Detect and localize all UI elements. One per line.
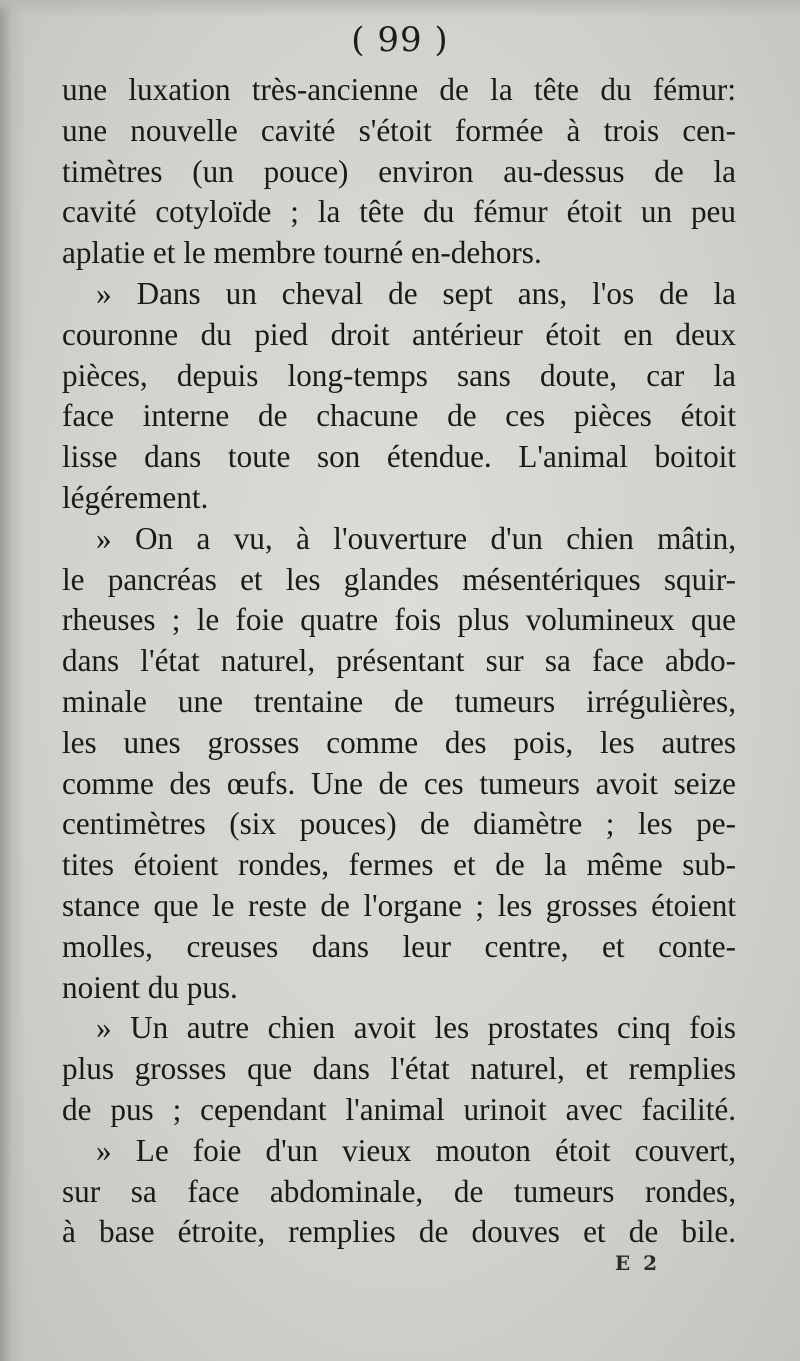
text-line: minale une trentaine de tumeurs irrégulières,	[62, 683, 736, 719]
text-line: à base étroite, remplies de douves et de bile.	[62, 1214, 736, 1250]
text-line: une luxation très-ancienne de la tête du fémur:	[62, 72, 736, 107]
text-line: lisse dans toute son étendue. L'animal boitoit	[62, 439, 736, 475]
text-line: timètres (un pouce) environ au-dessus de la	[62, 153, 736, 189]
text-line: centimètres (six pouces) de diamètre ; les pe-	[62, 806, 736, 842]
text-line: les unes grosses comme des pois, les autres	[62, 724, 736, 760]
text-line: pièces, depuis long-temps sans doute, car la	[62, 357, 736, 393]
text-line: dans l'état naturel, présentant sur sa face abdo-	[62, 643, 736, 679]
text-line: noient du pus.	[62, 969, 238, 1005]
text-line: sur sa face abdominale, de tumeurs rondes,	[62, 1173, 736, 1209]
page-top-edge	[0, 0, 800, 18]
page-number: ( 99 )	[351, 20, 449, 60]
body-text	[62, 70, 736, 1253]
spine-shadow	[0, 0, 26, 1361]
text-line: rheuses ; le foie quatre fois plus volumineux que	[62, 602, 736, 638]
text-line: tites étoient rondes, fermes et de la même sub-	[62, 847, 736, 883]
text-line: comme des œufs. Une de ces tumeurs avoit seize	[62, 765, 736, 801]
text-line: cavité cotyloïde ; la tête du fémur étoit un peu	[62, 194, 736, 230]
text-line: le pancréas et les glandes mésentériques squir-	[62, 561, 736, 597]
text-line: molles, creuses dans leur centre, et conte-	[62, 928, 736, 964]
text-line: face interne de chacune de ces pièces étoit	[62, 398, 736, 434]
paragraph-start-line: » On a vu, à l'ouverture d'un chien mâtin,	[96, 520, 736, 556]
text-line: une nouvelle cavité s'étoit formée à trois cen-	[62, 112, 736, 148]
text-line: aplatie et le membre tourné en-dehors.	[62, 235, 542, 271]
text-line: de pus ; cependant l'animal urinoit avec facilité.	[62, 1091, 736, 1127]
text-line: couronne du pied droit antérieur étoit en deux	[62, 316, 736, 352]
text-line: plus grosses que dans l'état naturel, et remplies	[62, 1051, 736, 1087]
text-line: légérement.	[62, 479, 209, 515]
paragraph-start-line: » Un autre chien avoit les prostates cinq fois	[96, 1010, 736, 1046]
paragraph-start-line: » Dans un cheval de sept ans, l'os de la	[96, 275, 736, 311]
text-line: stance que le reste de l'organe ; les grosses étoient	[62, 887, 736, 923]
signature-mark: E 2	[614, 1251, 660, 1275]
paragraph-start-line: » Le foie d'un vieux mouton étoit couvert,	[96, 1132, 736, 1168]
